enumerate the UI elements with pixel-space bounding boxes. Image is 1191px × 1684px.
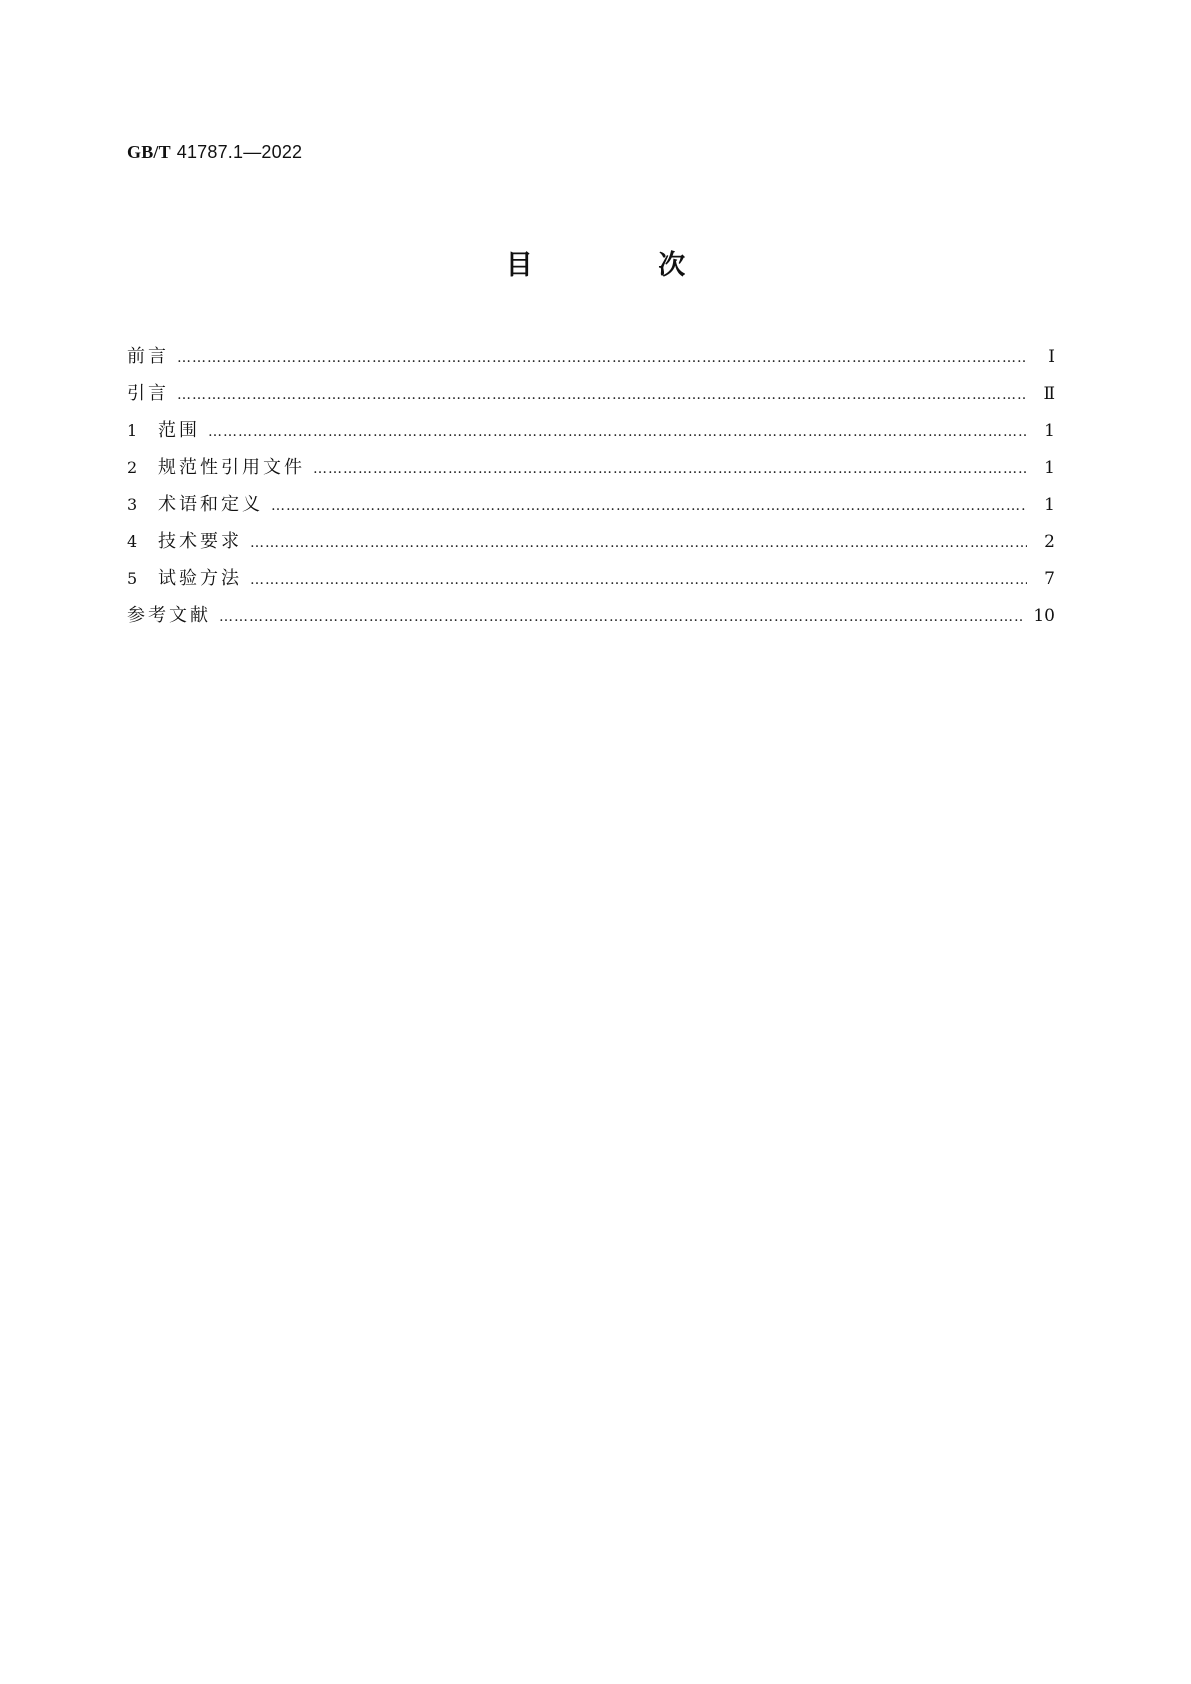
toc-dot-leader bbox=[219, 599, 1023, 636]
toc-entry-page: 1 bbox=[1044, 421, 1055, 441]
toc-dot-leader bbox=[250, 525, 1027, 562]
toc-entry-number: 2 bbox=[127, 458, 138, 477]
toc-entry-page: 1 bbox=[1044, 458, 1055, 478]
toc-entry-test-methods[interactable] bbox=[127, 560, 1055, 597]
standard-number bbox=[127, 142, 302, 163]
toc-entry-label: 试验方法 bbox=[158, 568, 242, 589]
toc-dot-leader bbox=[313, 451, 1027, 488]
toc-entry-foreword[interactable] bbox=[127, 338, 1055, 375]
toc-dot-leader bbox=[177, 377, 1027, 414]
standard-prefix: GB/T bbox=[127, 142, 171, 162]
toc-entry-label: 前言 bbox=[127, 346, 169, 367]
toc-entry-normative-references[interactable] bbox=[127, 449, 1055, 486]
toc-entry-scope[interactable] bbox=[127, 412, 1055, 449]
toc-dot-leader bbox=[177, 340, 1027, 377]
toc-entry-label: 技术要求 bbox=[158, 531, 242, 552]
toc-entry-page: Ⅰ bbox=[1048, 347, 1055, 367]
toc-entry-label: 规范性引用文件 bbox=[158, 457, 305, 478]
toc-entry-number: 3 bbox=[127, 495, 138, 514]
toc-entry-page: Ⅱ bbox=[1043, 384, 1055, 404]
toc-dot-leader bbox=[250, 562, 1027, 599]
toc-entry-label: 术语和定义 bbox=[158, 494, 263, 515]
toc-entry-bibliography[interactable] bbox=[127, 597, 1055, 634]
toc-entry-label: 范围 bbox=[158, 420, 200, 441]
toc-entry-label: 引言 bbox=[127, 383, 169, 404]
toc-entry-page: 10 bbox=[1033, 606, 1055, 626]
table-of-contents bbox=[127, 338, 1055, 634]
toc-dot-leader bbox=[208, 414, 1027, 451]
toc-entry-label: 参考文献 bbox=[127, 605, 211, 626]
toc-entry-number: 4 bbox=[127, 532, 138, 551]
toc-entry-introduction[interactable] bbox=[127, 375, 1055, 412]
toc-entry-page: 2 bbox=[1044, 532, 1055, 552]
page-title: 目 次 bbox=[505, 250, 744, 281]
toc-entry-terms-definitions[interactable] bbox=[127, 486, 1055, 523]
toc-entry-page: 7 bbox=[1044, 569, 1055, 589]
toc-entry-number: 5 bbox=[127, 569, 138, 588]
standard-code: 41787.1—2022 bbox=[176, 142, 303, 162]
toc-entry-page: 1 bbox=[1044, 495, 1055, 515]
toc-dot-leader bbox=[271, 488, 1027, 525]
toc-entry-technical-requirements[interactable] bbox=[127, 523, 1055, 560]
toc-entry-number: 1 bbox=[127, 421, 138, 440]
